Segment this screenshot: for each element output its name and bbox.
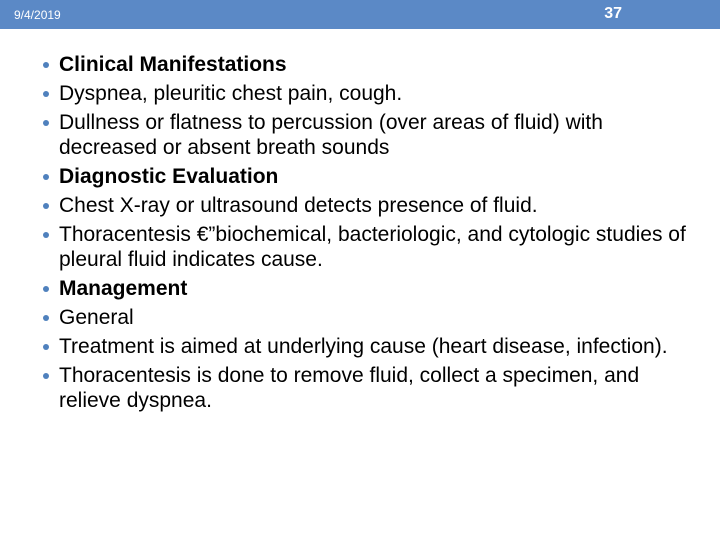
bullet-item bbox=[40, 52, 700, 77]
bullet-text: Thoracentesis is done to remove fluid, collect a specimen, and relieve dyspnea. bbox=[59, 364, 640, 412]
bullet-text: Clinical Manifestations bbox=[59, 53, 287, 76]
bullet-dot-icon bbox=[43, 232, 49, 238]
bullet-item bbox=[40, 363, 700, 413]
bullet-item bbox=[40, 222, 700, 272]
bullet-text: Dyspnea, pleuritic chest pain, cough. bbox=[59, 82, 403, 105]
bullet-dot-icon bbox=[43, 344, 49, 350]
bullet-dot-icon bbox=[43, 62, 49, 68]
header-bar bbox=[0, 0, 720, 29]
bullet-text: Thoracentesis €”biochemical, bacteriologic, and cytologic studies of pleural fluid indicates cause. bbox=[59, 223, 686, 271]
bullet-text: Diagnostic Evaluation bbox=[59, 165, 279, 188]
bullet-list bbox=[40, 52, 700, 417]
bullet-item bbox=[40, 334, 700, 359]
bullet-dot-icon bbox=[43, 91, 49, 97]
bullet-item bbox=[40, 164, 700, 189]
bullet-dot-icon bbox=[43, 120, 49, 126]
slide-page-number: 37 bbox=[604, 5, 622, 22]
bullet-text: Chest X-ray or ultrasound detects presence of fluid. bbox=[59, 194, 538, 217]
slide-date: 9/4/2019 bbox=[14, 8, 61, 22]
bullet-text: General bbox=[59, 306, 134, 329]
bullet-item bbox=[40, 110, 700, 160]
bullet-text: Treatment is aimed at underlying cause (heart disease, infection). bbox=[59, 335, 668, 358]
bullet-item bbox=[40, 276, 700, 301]
bullet-dot-icon bbox=[43, 174, 49, 180]
bullet-dot-icon bbox=[43, 203, 49, 209]
bullet-dot-icon bbox=[43, 373, 49, 379]
bullet-text: Dullness or flatness to percussion (over areas of fluid) with decreased or absent breath sounds bbox=[59, 111, 603, 159]
bullet-text: Management bbox=[59, 277, 188, 300]
bullet-dot-icon bbox=[43, 315, 49, 321]
bullet-item bbox=[40, 81, 700, 106]
bullet-item bbox=[40, 305, 700, 330]
bullet-item bbox=[40, 193, 700, 218]
bullet-dot-icon bbox=[43, 286, 49, 292]
